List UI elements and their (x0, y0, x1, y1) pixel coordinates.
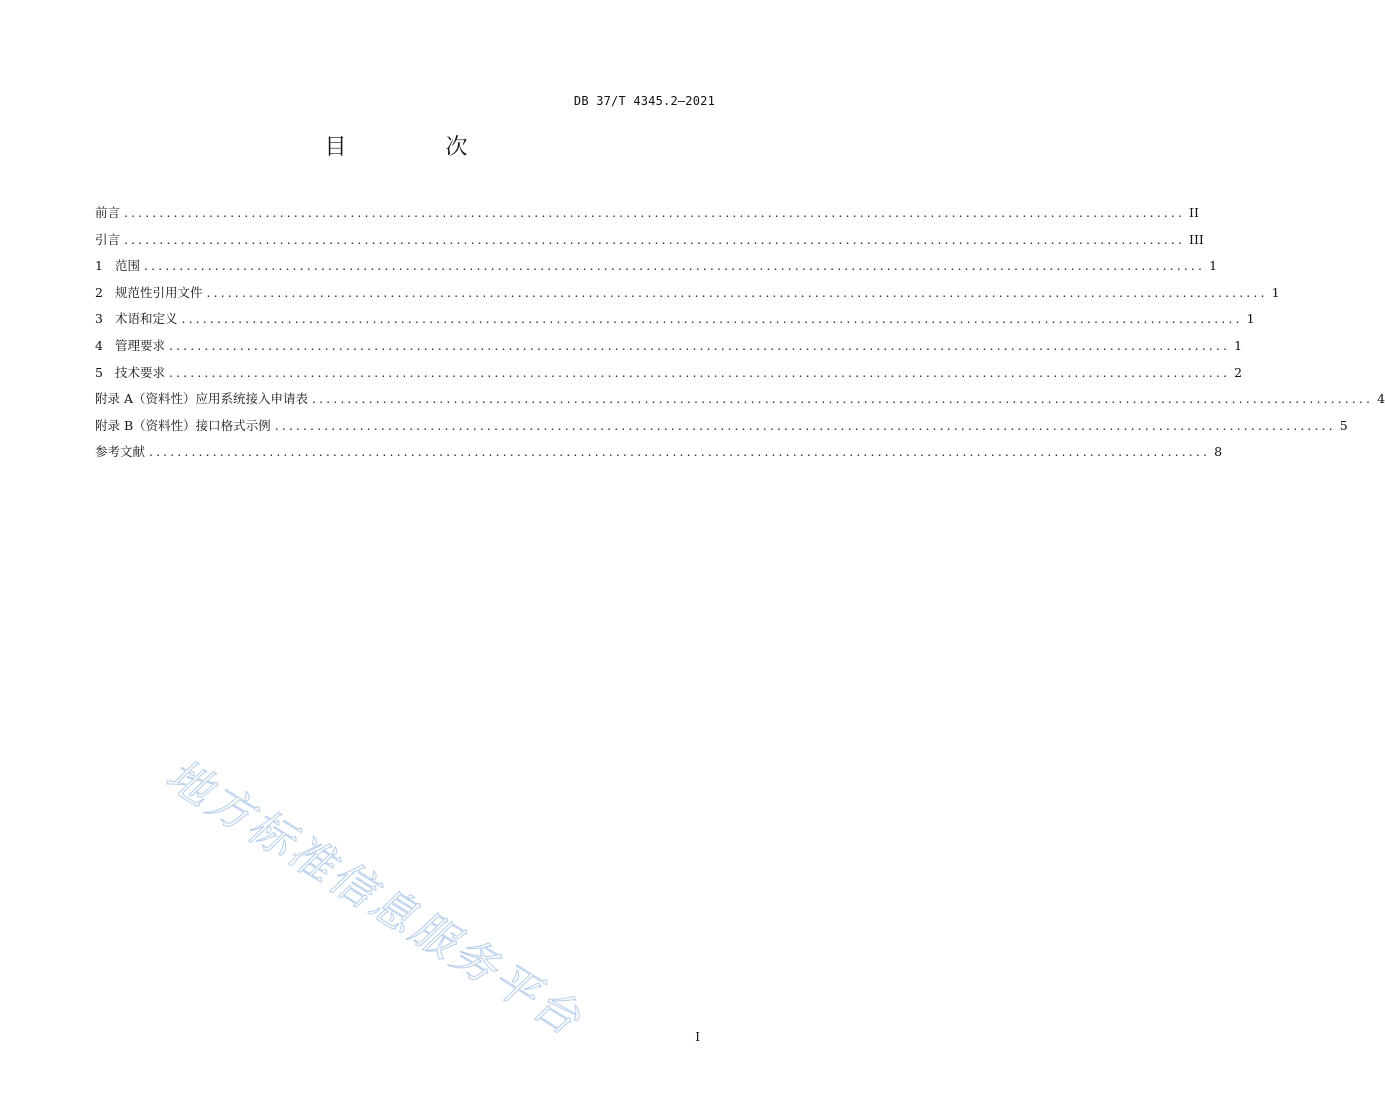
toc-entry-page: III (1189, 231, 1204, 247)
toc-entry-number: 5 (95, 364, 103, 380)
toc-entry-label: 前言 (95, 205, 121, 220)
toc-entry-technical-requirements[interactable] (95, 360, 1243, 387)
toc-entry-bibliography[interactable] (95, 439, 1223, 466)
toc-leader-dots: ...................................................................................................................................................... (206, 284, 1268, 300)
toc-entry-page: 1 (1246, 311, 1255, 327)
watermark-text: 地方标准信息服务平台 (157, 749, 592, 1047)
toc-entry-normative-references[interactable] (95, 280, 1280, 307)
toc-entry-appendix-prefix: 附录 B（资料性） (95, 417, 196, 433)
toc-entry-label: 规范性引用文件 (115, 284, 203, 300)
toc-entry-number: 3 (95, 311, 103, 327)
toc-entry-introduction[interactable] (95, 227, 1204, 254)
toc-entry-label: 术语和定义 (115, 311, 178, 327)
toc-entry-appendix-b[interactable] (95, 413, 1348, 440)
toc-entry-label: 接口格式示例 (195, 417, 271, 433)
toc-leader-dots: ...................................................................................................................................................... (149, 444, 1211, 460)
toc-leader-dots: ...................................................................................................................................................... (169, 337, 1231, 353)
toc-entry-foreword[interactable] (95, 200, 1199, 227)
toc-entry-scope[interactable] (95, 253, 1218, 280)
toc-entry-label: 引言 (95, 231, 121, 247)
toc-entry-appendix-prefix: 附录 A（资料性） (95, 391, 196, 407)
toc-entry-page: 1 (1271, 284, 1280, 300)
toc-leader-dots: ...................................................................................................................................................... (144, 258, 1206, 274)
toc-entry-number: 2 (95, 284, 103, 300)
toc-entry-label: 技术要求 (115, 364, 166, 380)
toc-entry-label: 管理要求 (115, 337, 166, 353)
toc-entry-page: II (1189, 205, 1199, 220)
toc-leader-dots: ...................................................................................................................................................... (181, 311, 1243, 327)
page-number: I (695, 1030, 700, 1044)
toc-entry-page: 1 (1234, 337, 1243, 353)
toc-entry-terms-definitions[interactable] (95, 306, 1255, 333)
toc-entry-management-requirements[interactable] (95, 333, 1243, 360)
standard-code: DB 37/T 4345.2—2021 (573, 94, 715, 108)
toc-leader-dots: ...................................................................................................................................................... (274, 417, 1336, 433)
toc-entry-page: 5 (1339, 417, 1348, 433)
table-of-contents (95, 200, 1385, 466)
toc-leader-dots: ...................................................................................................................................................... (124, 205, 1186, 220)
toc-entry-appendix-a[interactable] (95, 386, 1385, 413)
toc-entry-page: 1 (1209, 258, 1218, 274)
toc-entry-page: 2 (1234, 364, 1243, 380)
toc-entry-label: 参考文献 (95, 444, 146, 460)
toc-entry-page: 4 (1377, 391, 1385, 407)
toc-entry-number: 4 (95, 337, 103, 353)
toc-entry-label: 应用系统接入申请表 (195, 391, 309, 407)
toc-title: 目 次 (324, 135, 514, 160)
toc-leader-dots: ...................................................................................................................................................... (169, 364, 1231, 380)
toc-entry-label: 范围 (115, 258, 141, 274)
toc-entry-number: 1 (95, 258, 103, 274)
toc-leader-dots: ...................................................................................................................................................... (312, 391, 1374, 407)
toc-leader-dots: ...................................................................................................................................................... (124, 231, 1186, 247)
toc-entry-page: 8 (1214, 444, 1223, 460)
